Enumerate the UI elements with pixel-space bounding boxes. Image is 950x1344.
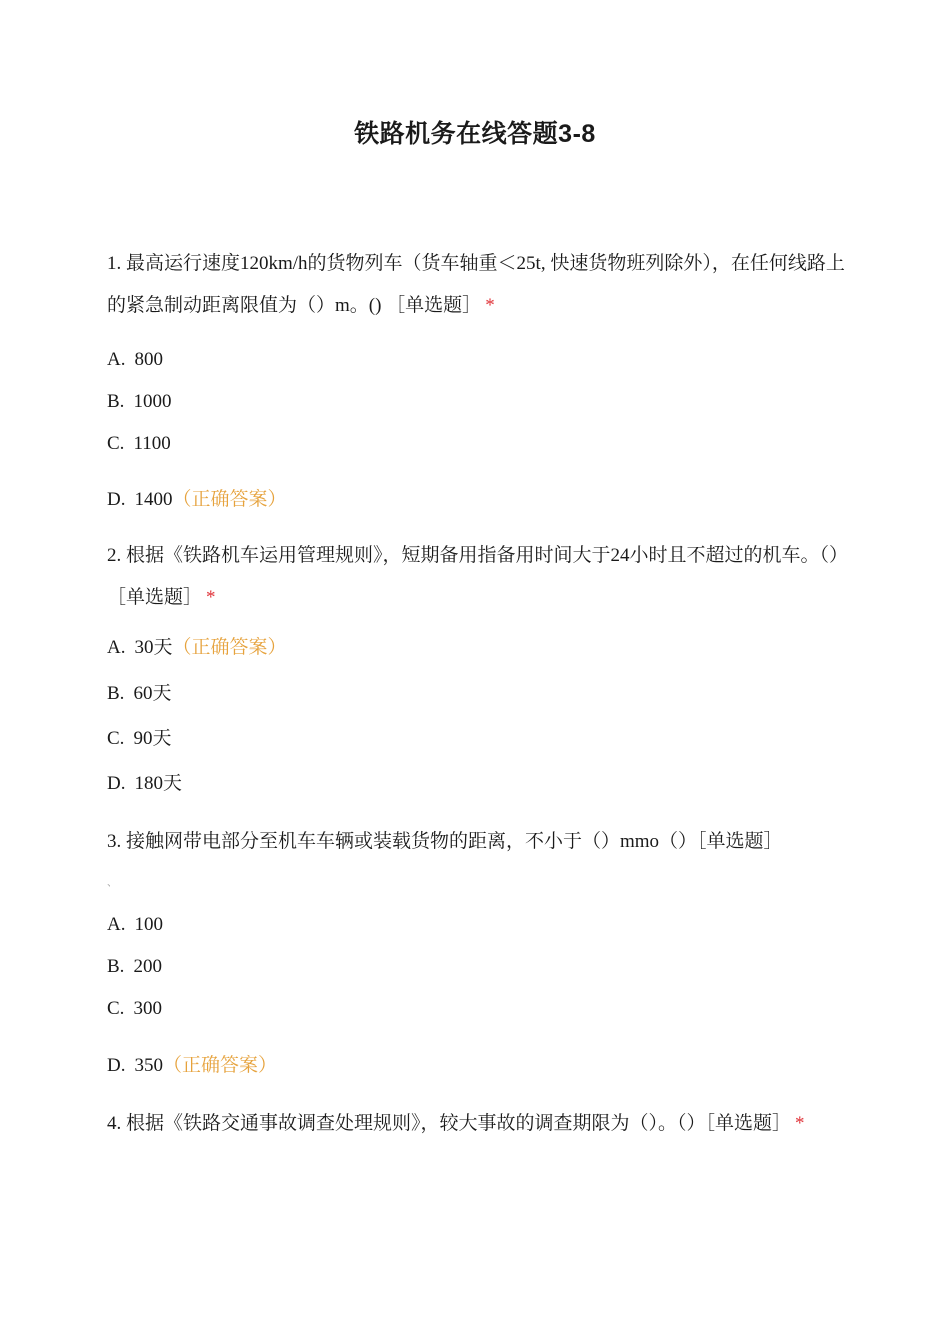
question-3-option-b[interactable] [107,954,162,980]
required-mark: * [795,1113,805,1134]
option-text: 1400 [134,489,173,510]
question-2 [107,535,847,619]
question-2-option-a[interactable] [107,635,287,661]
option-text: 30天 [134,637,173,658]
option-letter: A. [107,914,126,935]
question-2-option-c[interactable] [107,726,171,752]
question-3 [107,821,847,863]
question-text: 4. 根据《铁路交通事故调查处理规则》，较大事故的调查期限为（）。（）［单选题］ [107,1113,792,1134]
option-letter: B. [107,683,125,704]
option-letter: D. [107,773,126,794]
option-text: 100 [134,914,163,935]
question-text: 1. 最高运行速度120km/h的货物列车（货车轴重＜25t, 快速货物班列除外），在任何线路上的紧急制动距离限值为（）m。() ［单选题］ [107,253,845,316]
option-text: 800 [134,349,163,370]
question-text: 3. 接触网带电部分至机车车辆或装载货物的距离，不小于（）mmo（）［单选题］ [107,831,783,852]
option-letter: D. [107,489,126,510]
question-1 [107,243,847,327]
question-3-option-d[interactable] [107,1053,277,1079]
correct-answer-label: （正确答案） [172,489,287,510]
option-text: 350 [134,1055,163,1076]
option-letter: C. [107,433,125,454]
required-mark: * [206,587,216,608]
option-letter: C. [107,728,125,749]
question-2-option-d[interactable] [107,771,182,797]
question-text: 2. 根据《铁路机车运用管理规则》，短期备用指备用时间大于24小时且不超过的机车。（）［单选题］ [107,545,839,608]
option-text: 300 [133,998,162,1019]
question-1-option-c[interactable] [107,431,171,457]
question-1-option-a[interactable] [107,347,163,373]
option-letter: D. [107,1055,126,1076]
question-1-option-b[interactable] [107,389,171,415]
option-text: 1000 [133,391,172,412]
stray-mark: 、 [107,878,117,889]
option-text: 180天 [134,773,182,794]
correct-answer-label: （正确答案） [162,1055,277,1076]
option-text: 200 [133,956,162,977]
correct-answer-label: （正确答案） [172,637,287,658]
page-title: 铁路机务在线答题3-8 [354,120,596,148]
question-4 [107,1103,847,1145]
option-letter: B. [107,956,125,977]
option-letter: B. [107,391,125,412]
option-letter: A. [107,349,126,370]
required-mark: * [485,295,495,316]
question-1-option-d[interactable] [107,487,287,513]
option-letter: C. [107,998,125,1019]
question-2-option-b[interactable] [107,681,171,707]
option-letter: A. [107,637,126,658]
option-text: 90天 [133,728,172,749]
question-3-option-c[interactable] [107,996,162,1022]
question-3-option-a[interactable] [107,912,163,938]
option-text: 1100 [133,433,171,454]
option-text: 60天 [133,683,172,704]
